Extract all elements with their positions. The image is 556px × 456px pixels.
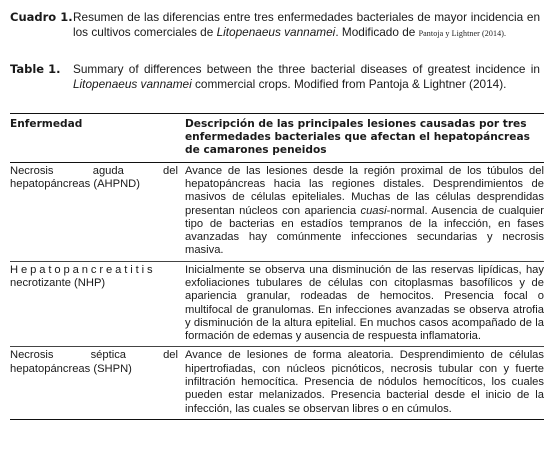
citation: Pantoja y Lightner (2014). [418,28,507,38]
disease-name: Necrosis séptica del hepatopáncreas (SHPN) [10,347,182,419]
caption-text: Resumen de las diferencias entre tres enfermedades bacteriales de mayor incidencia en los cultivos comerciales de Litopenaeus vannamei. Modificado de Pantoja y Lightner (2014). [73,10,540,39]
disease-description: Avance de las lesiones desde la región proximal de los túbulos del hepatopáncreas hacia las regiones distales. Desprendimientos de masivos de células epiteliales. Muchas de las células desprendidas presentan núcleos con apariencia cuasi-normal. Ausencia de cualquier tipo de bacterias en estadíos tempranos de la infección, en fases avanzadas hay comúnmente infecciones secundarias y necrosis masiva. [185,164,544,257]
table-row [10,162,544,261]
disease-description: Avance de lesiones de forma aleatoria. Desprendimiento de células hipertrofiadas, con núcleos picnóticos, necrosis tubular con y fuerte infiltración hemocítica. Presencia de nódulos hemocíticos, los cuales pueden estar melanizados. Presencia bacterial desde el inicio de la infección, las cuales se observan libres o en cúmulos. [182,347,544,419]
disease-table [10,113,544,420]
caption-spanish [10,10,540,41]
header-disease: Enfermedad [10,114,182,163]
header-description: Descripción de las principales lesiones causadas por tres enfermedades bacteriales que afectan el hepatopáncreas de camarones peneidos [182,114,544,163]
disease-description: Inicialmente se observa una disminución de las reservas lipídicas, hay exfoliaciones tubulares de células con citoplasmas basofílicos y de apariencia granular, rodeadas de hemocitos. Presencia focal o multifocal de granulomas. En infecciones avanzadas se observa atrofia y disminución de la altura epitelial. En muchos casos acompañado de la formación de edemas y ausencia de respuesta inflamatoria. [182,261,544,347]
caption-label: Cuadro 1. [10,10,73,24]
table-row [10,347,544,419]
caption-label: Table 1. [10,62,61,76]
species-name: Litopenaeus vannamei [216,24,336,39]
disease-name: Necrosis aguda del hepatopáncreas (AHPND) [10,164,178,190]
disease-name: Hepatopancreatitis necrotizante (NHP) [10,261,182,347]
caption-text: Summary of differences between the three bacterial diseases of greatest incidence in Litopenaeus vannamei commercial crops. Modified from Pantoja & Lightner (2014). [73,62,540,91]
table-header-row [10,114,544,163]
species-name: Litopenaeus vannamei [73,76,192,91]
table-row [10,261,544,347]
caption-english [10,62,540,91]
